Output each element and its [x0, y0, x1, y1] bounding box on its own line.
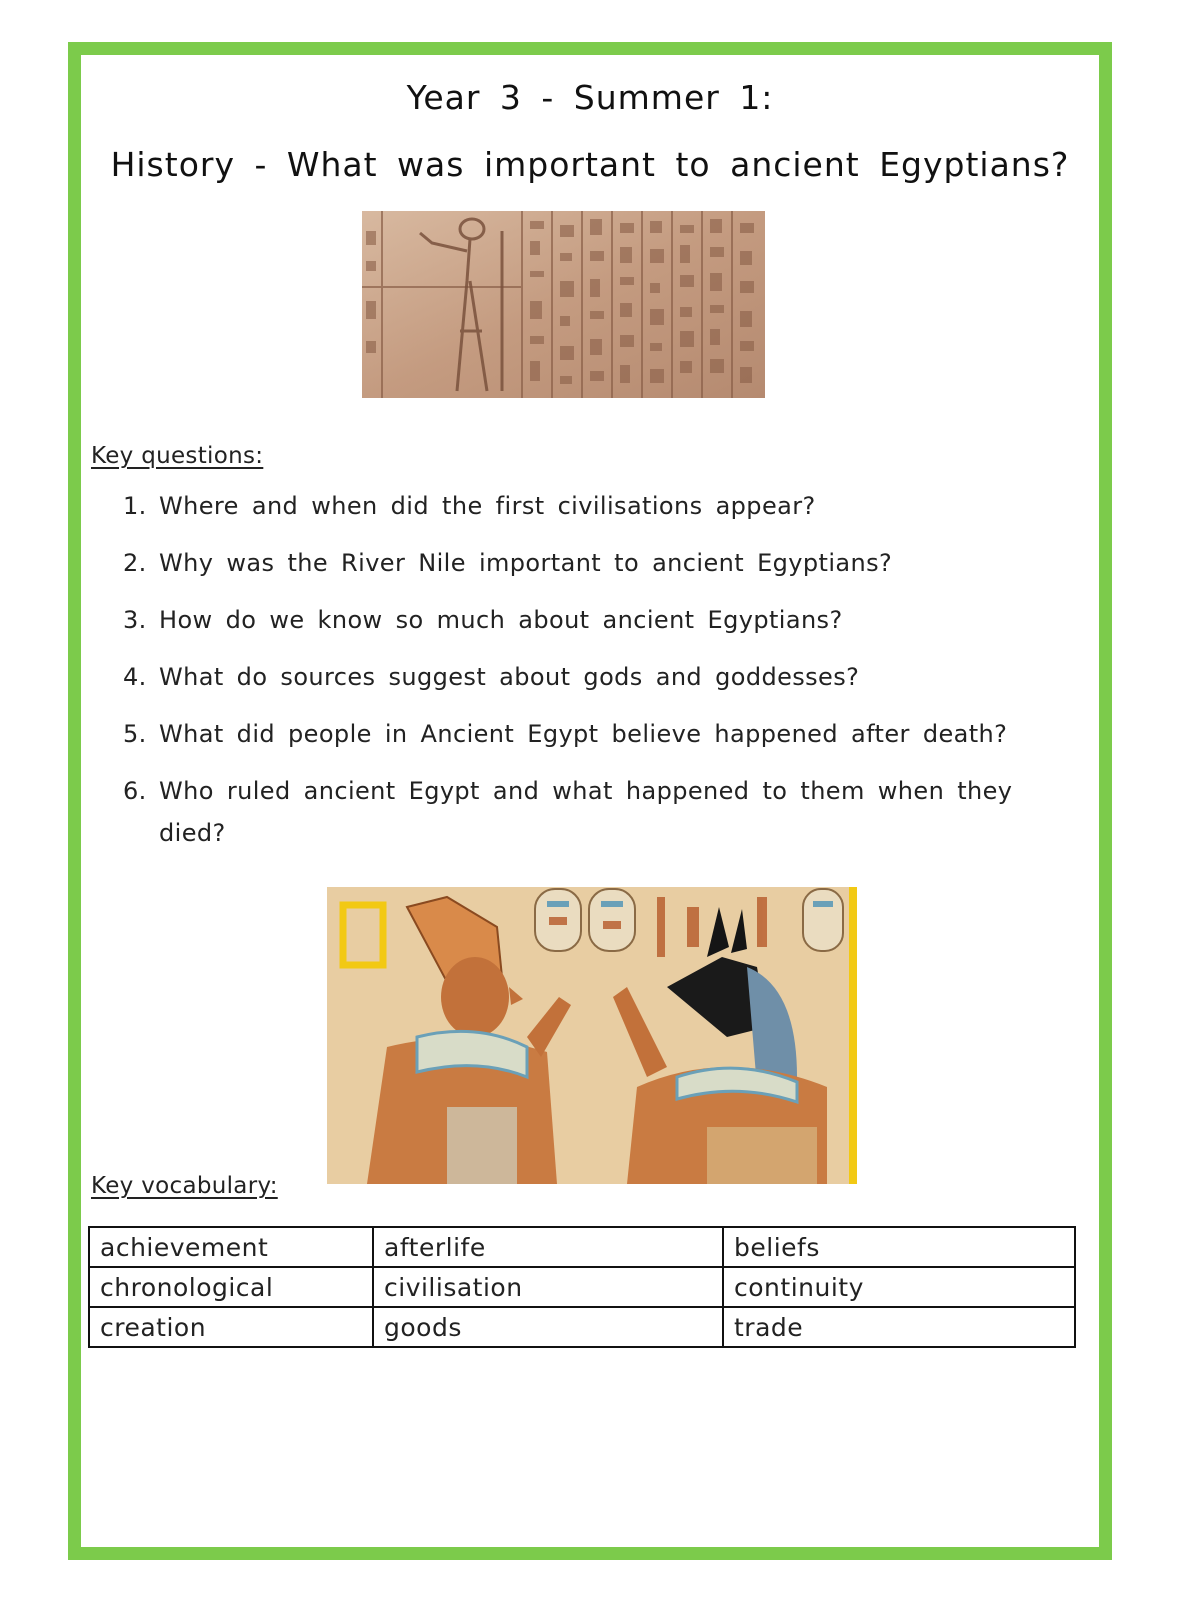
pharaoh-and-anubis-image: [327, 887, 857, 1184]
vocabulary-table: [88, 1226, 1076, 1348]
page-title-topic: History - What was important to ancient Egyptians?: [110, 145, 1070, 184]
key-questions-heading: Key questions:: [91, 443, 264, 469]
table-row: [89, 1307, 1075, 1347]
table-cell: goods: [373, 1307, 723, 1347]
key-vocabulary-heading: Key vocabulary:: [91, 1173, 278, 1199]
table-cell: civilisation: [373, 1267, 723, 1307]
hieroglyphs-relief-image: [362, 211, 765, 398]
list-item: 4. What do sources suggest about gods and goddesses?: [123, 663, 860, 691]
table-cell: beliefs: [723, 1227, 1075, 1267]
list-item: 1. Where and when did the first civilisations appear?: [123, 492, 816, 520]
table-row: [89, 1227, 1075, 1267]
table-cell: trade: [723, 1307, 1075, 1347]
table-cell: continuity: [723, 1267, 1075, 1307]
key-questions-list: [123, 485, 1043, 869]
page-frame: [68, 42, 1112, 1560]
page-title-term: Year 3 - Summer 1:: [406, 78, 774, 117]
list-item: 3. How do we know so much about ancient Egyptians?: [123, 606, 843, 634]
table-row: [89, 1267, 1075, 1307]
table-cell: chronological: [89, 1267, 373, 1307]
list-item: 6. Who ruled ancient Egypt and what happened to them when they died?: [123, 777, 1013, 847]
table-cell: afterlife: [373, 1227, 723, 1267]
list-item: 5. What did people in Ancient Egypt believe happened after death?: [123, 720, 1008, 748]
table-cell: achievement: [89, 1227, 373, 1267]
table-cell: creation: [89, 1307, 373, 1347]
list-item: 2. Why was the River Nile important to ancient Egyptians?: [123, 549, 893, 577]
